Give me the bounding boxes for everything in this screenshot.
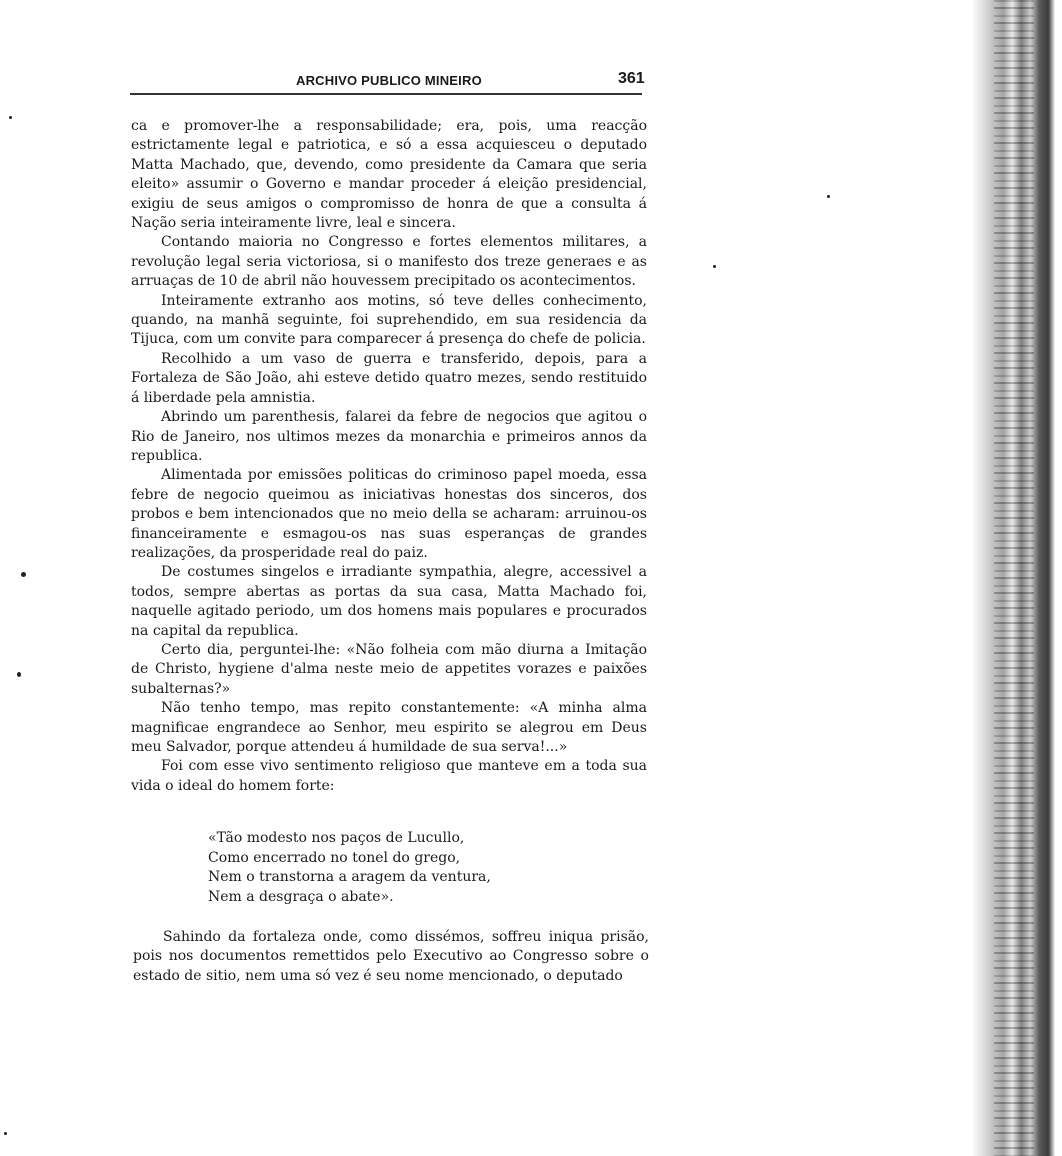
closing-text <box>133 928 649 986</box>
page-header <box>130 70 650 92</box>
paragraph: Sahindo da fortaleza onde, como dissémos, soffreu iniqua prisão, pois nos documentos remettidos pelo Executivo ao Congresso sobre o estado de sitio, nem uma só vez é seu nome mencionado, o deputado <box>133 929 649 984</box>
running-head: ARCHIVO PUBLICO MINEIRO <box>296 73 482 88</box>
poem-line: Como encerrado no tonel do grego, <box>208 849 461 866</box>
page-number: 361 <box>618 70 645 87</box>
poem-line: Nem a desgraça o abate». <box>208 888 394 905</box>
scan-speck <box>21 572 26 577</box>
paragraph: Recolhido a um vaso de guerra e transferido, depois, para a Fortaleza de São João, ahi esteve detido quatro mezes, sendo restituido á liberdade pela amnistia. <box>131 350 647 406</box>
book-spine-texture <box>994 0 1034 1156</box>
header-rule <box>130 93 642 95</box>
poem-line: Nem o transtorna a aragem da ventura, <box>208 869 491 885</box>
scan-speck <box>4 1132 7 1135</box>
paragraph: Alimentada por emissões politicas do criminoso papel moeda, essa febre de negocio queimou as iniciativas honestas dos sinceros, dos probos e bem intencionados que no meio della se acharam: arruinou-os financeiramente e esmagou-os nas suas esperanças de grandes realizações, da prosperidade real do paiz. <box>131 467 647 561</box>
scan-speck <box>713 265 716 268</box>
paragraph: ca e promover-lhe a responsabilidade; era, pois, uma reacção estrictamente legal e patriotica, e só a essa acquiesceu o deputado Matta Machado, que, devendo, como presidente da Camara que seria eleito» assumir o Governo e mandar proceder á eleição presidencial, exigiu de seus amigos o compromisso de honra de que a consulta á Nação seria inteiramente livre, leal e sincera. <box>131 118 647 232</box>
paragraph: Inteiramente extranho aos motins, só teve delles conhecimento, quando, na manhã seguinte, foi suprehendido, em sua residencia da Tijuca, com um convite para comparecer á presença do chefe de policia. <box>131 292 647 348</box>
paragraph: De costumes singelos e irradiante sympathia, alegre, accessivel a todos, sempre abertas as portas da sua casa, Matta Machado foi, naquelle agitado periodo, um dos homens mais populares e procurados na capital da republica. <box>131 564 647 639</box>
poem-quotation <box>208 829 491 907</box>
paragraph: Certo dia, perguntei-lhe: «Não folheia com mão diurna a Imitação de Christo, hygiene d'alma neste meio de appetites vorazes e paixões subalternas?» <box>131 641 647 697</box>
paragraph: Contando maioria no Congresso e fortes elementos militares, a revolução legal seria victoriosa, si o manifesto dos treze generaes e as arruaças de 10 de abril não houvessem precipitado os acontecimentos. <box>131 234 647 290</box>
body-text <box>131 117 647 796</box>
paragraph: Abrindo um parenthesis, falarei da febre de negocios que agitou o Rio de Janeiro, nos ultimos mezes da monarchia e primeiros annos da republica. <box>131 409 647 464</box>
poem-line: «Tão modesto nos paços de Lucullo, <box>208 830 465 846</box>
scan-speck <box>17 672 21 677</box>
paragraph: Foi com esse vivo sentimento religioso que manteve em a toda sua vida o ideal do homem forte: <box>131 758 647 794</box>
paragraph: Não tenho tempo, mas repito constantemente: «A minha alma magnificae engrandece ao Senhor, meu espirito se alegrou em Deus meu Salvador, porque attendeu á humildade de sua serva!...» <box>131 700 647 755</box>
scan-speck <box>9 116 12 119</box>
scan-speck <box>827 195 830 198</box>
